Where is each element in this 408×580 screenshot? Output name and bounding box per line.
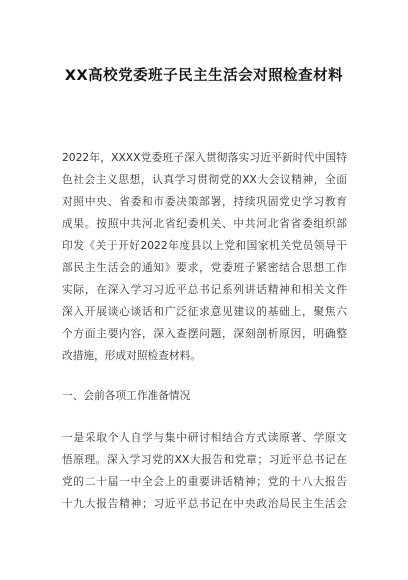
section-heading: 一、会前各项工作准备情况 [62,389,191,402]
section-line: 十九大报告精神；习近平总书记在中央政治局民主生活会 [62,497,347,510]
intro-line: 实际，在深入学习习近平总书记系列讲话精神和相关文件 [62,283,347,296]
intro-line: 深入开展谈心谈话和广泛征求意见建议的基础上，聚焦六 [62,305,347,318]
intro-line: 对照中央、省委和市委决策部署，持续巩固党史学习教育 [62,195,347,208]
intro-line: 色社会主义思想，认真学习贯彻党的XX大会议精神，全面 [62,173,347,186]
section-line: 党的二十届一中全会上的重要讲话精神；党的十八大报告 [62,475,347,488]
intro-line: 2022年，XXXX党委班子深入贯彻落实习近平新时代中国特 [62,151,347,164]
document-title: XX高校党委班子民主生活会对照检查材料 [64,68,344,84]
intro-line: 个方面主要内容，深入查摆问题，深刻剖析原因，明确整 [62,327,347,340]
section-line: 一是采取个人自学与集中研讨相结合方式读原著、学原文 [62,431,347,444]
section-line: 悟原理。深入学习党的XX大报告和党章；习近平总书记在 [62,453,347,466]
intro-line: 成果。按照中共河北省纪委机关、中共河北省省委组织部 [62,217,347,230]
intro-line: 改措施，形成对照检查材料。 [62,349,201,362]
intro-line: 印发《关于开好2022年度县以上党和国家机关党员领导干 [62,239,347,252]
intro-line: 部民主生活会的通知》要求，党委班子紧密结合思想工作 [62,261,347,274]
